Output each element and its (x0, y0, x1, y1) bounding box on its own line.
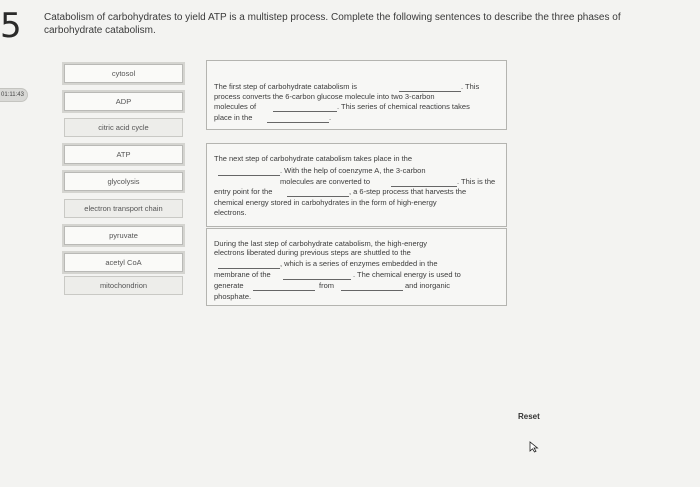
sentence-text: chemical energy stored in carbohydrates in the form of high-energy (214, 198, 437, 207)
sentence-text: electrons. (214, 208, 247, 217)
drop-blank[interactable] (283, 279, 351, 280)
sentence-box-electron-transport (206, 228, 507, 306)
word-bank-item[interactable]: electron transport chain (64, 199, 183, 218)
sentence-text: The next step of carbohydrate catabolism takes place in the (214, 154, 413, 163)
sentence-text: process converts the 6-carbon glucose molecule into two 3-carbon (214, 92, 435, 101)
sentence-text: , which is a series of enzymes embedded in the (280, 259, 438, 268)
sentence-text: The first step of carbohydrate catabolism is (214, 82, 357, 91)
drop-blank[interactable] (273, 111, 337, 112)
question-prompt: Catabolism of carbohydrates to yield ATP is a multistep process. Complete the following sentences to describe the three phases of carbohydrate catabolism. (44, 12, 621, 36)
drop-blank[interactable] (341, 290, 403, 291)
sentence-text: . This is the (457, 177, 496, 186)
sentence-box-citric-acid-cycle (206, 143, 507, 227)
word-bank-item[interactable]: pyruvate (64, 226, 183, 245)
reset-button[interactable]: Reset (518, 412, 540, 421)
sentence-text: electrons liberated during previous steps are shuttled to the (214, 248, 411, 257)
sentence-text: entry point for the (214, 187, 273, 196)
mouse-pointer-icon (528, 441, 540, 453)
drop-blank[interactable] (287, 196, 349, 197)
word-bank-item[interactable]: ADP (64, 92, 183, 111)
sentence-text: molecules of (214, 102, 257, 111)
sentence-text: During the last step of carbohydrate catabolism, the high-energy (214, 239, 428, 248)
sentence-text: phosphate. (214, 292, 252, 301)
question-number: 5 (0, 6, 22, 46)
word-bank-item[interactable]: acetyl CoA (64, 253, 183, 272)
word-bank-item[interactable]: mitochondrion (64, 276, 183, 295)
sentence-text: place in the (214, 113, 253, 122)
word-bank-item[interactable]: ATP (64, 145, 183, 164)
sentence-text: . This (461, 82, 480, 91)
sentence-text: and inorganic (405, 281, 451, 290)
sentence-text: generate (214, 281, 244, 290)
word-bank-item[interactable]: citric acid cycle (64, 118, 183, 137)
word-bank-item[interactable]: cytosol (64, 64, 183, 83)
sentence-text: . (329, 113, 332, 122)
sentence-text: molecules are converted to (280, 177, 371, 186)
sentence-text: . With the help of coenzyme A, the 3-carbon (280, 166, 426, 175)
sentence-text: . This series of chemical reactions takes (337, 102, 470, 111)
sentence-text: . The chemical energy is used to (353, 270, 461, 279)
drop-blank[interactable] (267, 122, 329, 123)
timer-badge: 01:11:43 (0, 88, 28, 102)
drop-blank[interactable] (218, 268, 280, 269)
drop-blank[interactable] (218, 175, 280, 176)
word-bank-item[interactable]: glycolysis (64, 172, 183, 191)
sentence-box-glycolysis (206, 60, 507, 130)
sentence-text: membrane of the (214, 270, 271, 279)
sentence-text: , a 6-step process that harvests the (349, 187, 467, 196)
sentence-text: from (319, 281, 334, 290)
drop-blank[interactable] (253, 290, 315, 291)
